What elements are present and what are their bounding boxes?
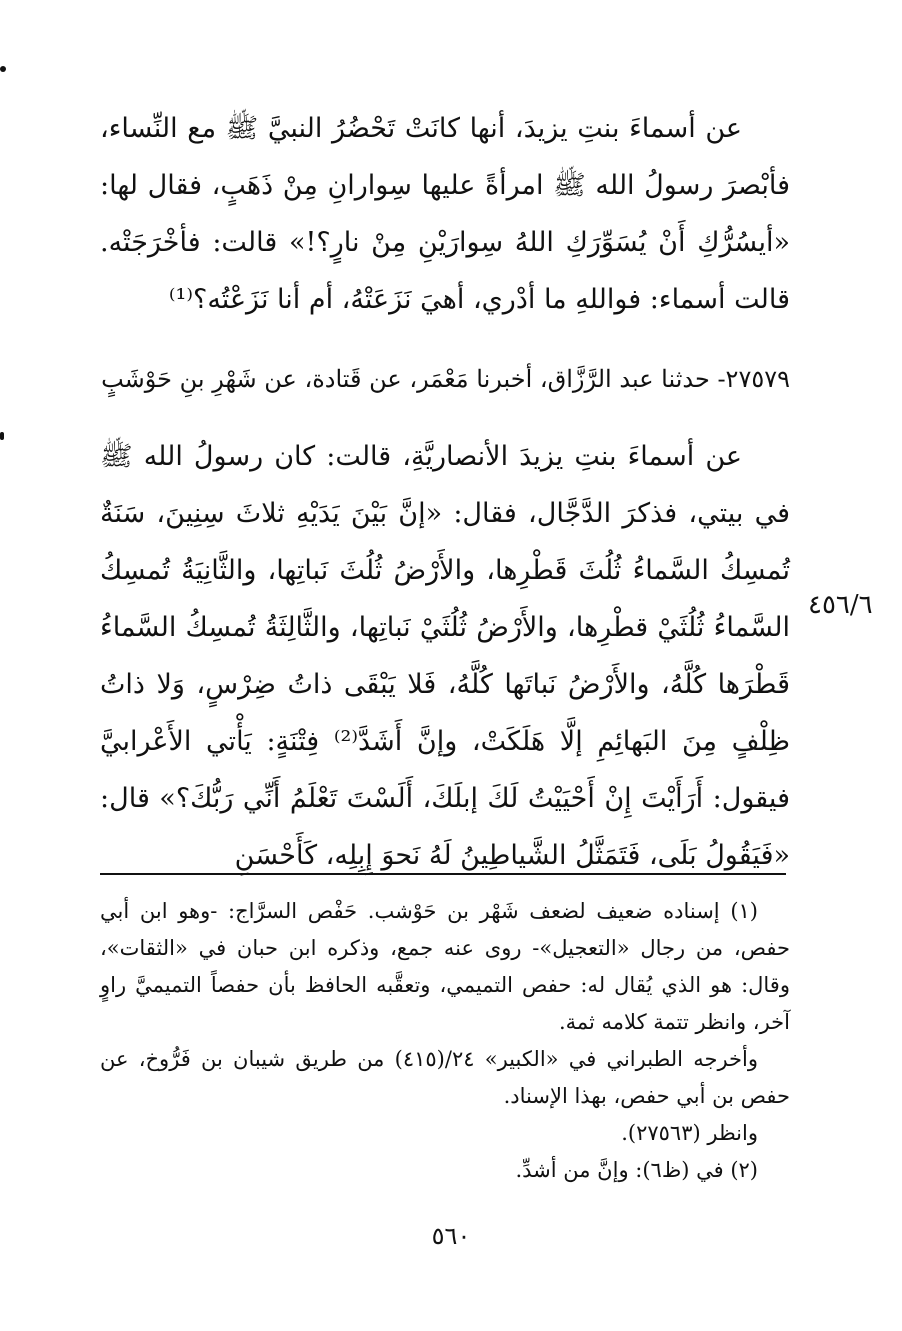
main-paragraph: عن أسماءَ بنتِ يزيدَ الأنصاريَّةِ، قالت: كان رسولُ الله ﷺ في بيتي، فذكرَ الدَّجَّال، فقال: «إنَّ بَيْنَ يَدَيْهِ ثلاثَ سِنِينَ، سَنَةٌ تُمسِكُ السَّماءُ ثُلُثَ قَطْرِها، والأَرْضُ ثُلُثَ نَباتِها، والثَّانِيَةُ تُمسِكُ السَّماءُ ثُلُثَيْ قطْرِها، والأَرْضُ ثُلُثَيْ نَباتِها، والثَّالِثَةُ تُمسِكُ السَّماءُ قَطْرَها كُلَّهُ، والأَرْضُ نَباتَها كُلَّهُ، فَلا يَبْقَى ذاتُ ضِرْسٍ، وَلا ذاتُ ظِلْفٍ مِنَ البَهائِمِ إلَّا هَلَكَتْ، وإنَّ أَشَدَّ⁽²⁾ فِتْنَةٍ: يَأْتي الأَعْرابيَّ فيقول: أَرَأَيْتَ إِنْ أَحْيَيْتُ لَكَ إبلَكَ، أَلَسْتَ تَعْلَمُ أَنِّي رَبُّكَ؟» قال: «فَيَقُولُ بَلَى، فَتَمَثَّلُ الشَّياطِينُ لَهُ نَحوَ إِبِلِه، كَأَحْسَنِ [100,441,791,871]
main-paragraph: عن أسماءَ بنتِ يزيدَ، أنها كانَتْ تَحْضُرُ النبيَّ ﷺ مع النِّساء، فأبْصرَ رسولُ الله ﷺ امرأةً عليها سِوارانِ مِنْ ذَهَبٍ، فقال لها: «أيسُرُّكِ أَنْ يُسَوِّرَكِ اللهُ سِوارَيْنِ مِنْ نارٍ؟!» قالت: فأخْرَجَتْه. قالت أسماء: فواللهِ ما أدْري، أهيَ نَزَعَتْهُ، أم أنا نَزَعْتُه؟⁽¹⁾ [100,113,790,315]
footnote-1-continuation: وأخرجه الطبراني في «الكبير» ٢٤/(٤١٥) من طريق شيبان بن فَرُّوخ، عن حفص بن أبي حفص، بهذا الإسناد. [100,1047,790,1108]
page-number: ٥٦٠ [431,1222,471,1250]
footnote-1-see-also: وانظر (٢٧٥٦٣). [621,1121,758,1145]
scan-edge-mark [0,66,6,72]
scan-edge-mark [0,432,4,440]
hadith-chain-heading: ٢٧٥٧٩- حدثنا عبد الرَّزَّاق، أخبرنا مَعْمَر، عن قَتادة، عن شَهْرِ بنِ حَوْشَبٍ [101,365,790,393]
footnote-1: (١) إسناده ضعيف لضعف شَهْر بن حَوْشب. حَفْص السرَّاج: -وهو ابن أبي حفص، من رجال «التعجيل»- روى عنه جمع، وذكره ابن حبان في «الثقات»، وقال: هو الذي يُقال له: حفص التميمي، وتعقَّبه الحافظ بأن حفصاً التميميَّ راوٍ آخر، وانظر تتمة كلامه ثمة. [100,899,790,1034]
margin-volume-reference: ٤٥٦/٦ [808,590,873,620]
footnote-2: (٢) في (ظ٦): وإنَّ من أشدِّ. [515,1158,758,1182]
footnotes [100,893,790,1189]
footnote-divider [100,873,786,875]
